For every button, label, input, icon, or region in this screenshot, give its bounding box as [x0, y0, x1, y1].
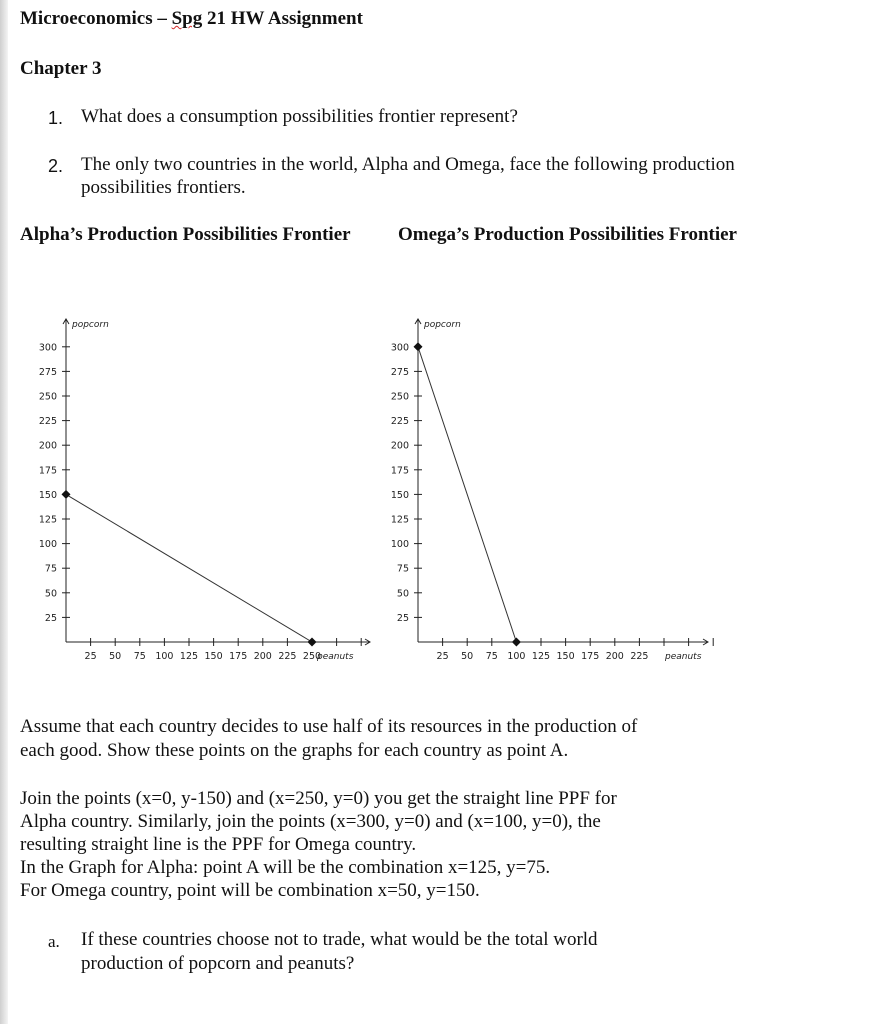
sub-question-label: a.	[48, 932, 60, 951]
y-tick-label: 200	[390, 440, 409, 452]
answer-line: In the Graph for Alpha: point A will be the combination x=125, y=75.	[20, 857, 551, 878]
assume-line: each good. Show these points on the graphs for each country as point A.	[20, 740, 569, 761]
y-tick-label: 225	[38, 416, 57, 428]
x-tick-label: 125	[531, 651, 551, 662]
y-tick-label: 100	[38, 539, 57, 551]
y-tick-label: 275	[390, 366, 409, 378]
x-tick-label: 200	[605, 651, 624, 662]
x-tick-label: 100	[507, 651, 526, 662]
y-tick-label: 175	[390, 465, 409, 477]
answer-line: resulting straight line is the PPF for Omega country.	[20, 834, 417, 855]
x-tick-label: 225	[278, 651, 297, 662]
y-tick-label: 150	[38, 489, 57, 501]
y-tick-label: 250	[38, 391, 57, 403]
x-tick-label: 50	[461, 651, 474, 662]
x-tick-label: 100	[155, 651, 174, 662]
y-tick-label: 225	[390, 416, 409, 428]
x-axis-label: peanuts	[665, 652, 702, 662]
y-tick-label: 75	[396, 563, 409, 575]
y-tick-label: 275	[38, 366, 57, 378]
y-tick-label: 25	[44, 612, 57, 624]
y-tick-label: 75	[44, 563, 57, 575]
alpha-ppf-chart	[0, 305, 400, 675]
answer-line: For Omega country, point will be combination x=50, y=150.	[20, 880, 480, 901]
omega-ppf-chart	[360, 305, 760, 675]
chapter-heading: Chapter 3	[20, 58, 102, 79]
title-spg: Spg	[171, 8, 203, 29]
ppf-endpoint-marker	[308, 638, 317, 647]
question-number: 2.	[48, 156, 64, 176]
y-axis-label: popcorn	[72, 320, 109, 330]
ppf-endpoint-marker	[512, 638, 521, 647]
document-title	[20, 8, 363, 30]
question-text-line: The only two countries in the world, Alpha and Omega, face the following production	[81, 154, 735, 175]
y-tick-label: 125	[390, 514, 409, 526]
sub-question-line: production of popcorn and peanuts?	[81, 953, 355, 974]
y-tick-label: 100	[390, 539, 409, 551]
x-tick-label: 50	[109, 651, 122, 662]
x-tick-label: 25	[436, 651, 449, 662]
x-tick-label: 25	[84, 651, 97, 662]
y-tick-label: 125	[38, 514, 57, 526]
question-text: What does a consumption possibilities frontier represent?	[81, 106, 518, 127]
y-tick-label: 175	[38, 465, 57, 477]
y-axis-label: popcorn	[424, 320, 461, 330]
alpha-heading: Alpha’s Production Possibilities Frontier	[20, 224, 351, 245]
x-tick-label: 125	[179, 651, 199, 662]
omega-heading: Omega’s Production Possibilities Frontier	[398, 224, 737, 245]
y-tick-label: 50	[44, 588, 57, 600]
y-tick-label: 200	[38, 440, 57, 452]
y-tick-label: 50	[396, 588, 409, 600]
y-tick-label: 300	[38, 342, 57, 354]
x-tick-label: 150	[204, 651, 223, 662]
y-tick-label: 300	[390, 342, 409, 354]
x-tick-label: 200	[253, 651, 272, 662]
answer-line: Alpha country. Similarly, join the points (x=300, y=0) and (x=100, y=0), the	[20, 811, 601, 832]
ppf-line	[66, 494, 312, 642]
sub-question-line: If these countries choose not to trade, what would be the total world	[81, 929, 598, 950]
x-tick-label: 75	[133, 651, 146, 662]
answer-paragraph	[20, 787, 860, 902]
x-tick-label: 175	[581, 651, 600, 662]
x-tick-label: 175	[229, 651, 248, 662]
assume-paragraph	[20, 715, 860, 763]
answer-line: Join the points (x=0, y-150) and (x=250, y=0) you get the straight line PPF for	[20, 788, 617, 809]
title-suffix: 21 HW Assignment	[202, 8, 363, 29]
x-tick-label: 150	[556, 651, 575, 662]
y-tick-label: 25	[396, 612, 409, 624]
ppf-endpoint-marker	[414, 342, 423, 351]
ppf-line	[418, 347, 516, 642]
question-number: 1.	[48, 108, 64, 128]
x-axis-label: peanuts	[317, 652, 354, 662]
ppf-endpoint-marker	[62, 490, 71, 499]
title-prefix: Microeconomics –	[20, 8, 172, 29]
y-tick-label: 250	[390, 391, 409, 403]
y-tick-label: 150	[390, 489, 409, 501]
x-tick-label: 75	[485, 651, 498, 662]
x-tick-label: 250	[302, 651, 322, 662]
assume-line: Assume that each country decides to use half of its resources in the production of	[20, 716, 638, 737]
x-tick-label: 225	[630, 651, 649, 662]
question-text-line: possibilities frontiers.	[81, 177, 246, 198]
